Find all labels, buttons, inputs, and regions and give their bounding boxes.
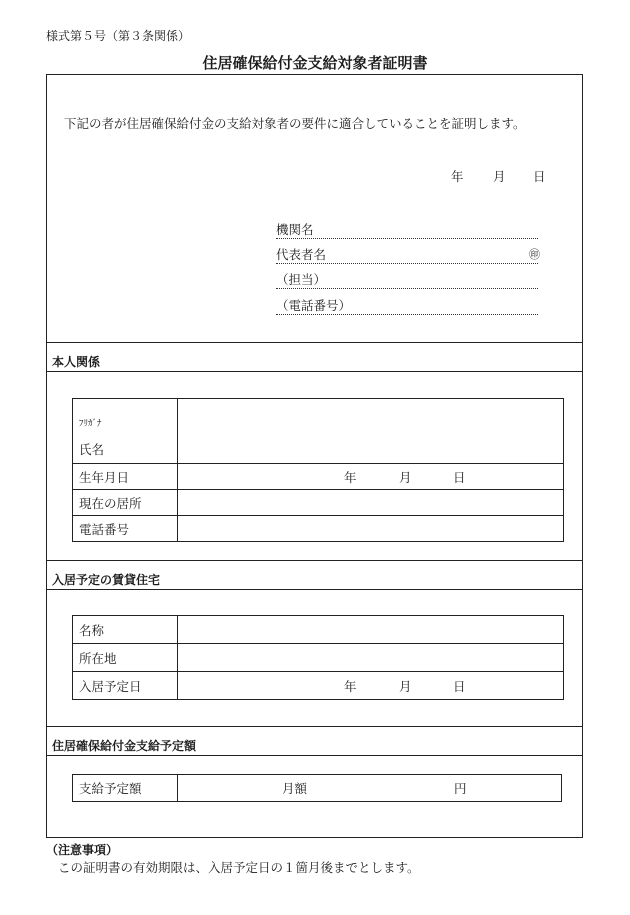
person-in-charge-label: （担当） bbox=[276, 272, 327, 287]
section-applicant-heading: 本人関係 bbox=[52, 355, 101, 369]
divider bbox=[46, 726, 583, 727]
issue-date-month: 月 bbox=[493, 169, 506, 184]
issue-date-year: 年 bbox=[451, 169, 464, 184]
name-label: 氏名 bbox=[79, 442, 105, 457]
name-label-cell bbox=[73, 399, 178, 464]
divider bbox=[46, 371, 583, 372]
currency-label: 円 bbox=[454, 781, 467, 796]
rep-name-field[interactable] bbox=[276, 245, 538, 264]
housing-location-label: 所在地 bbox=[73, 644, 178, 672]
housing-location-input-cell[interactable] bbox=[178, 644, 564, 672]
monthly-label: 月額 bbox=[282, 781, 308, 796]
dob-month: 月 bbox=[399, 469, 412, 485]
divider bbox=[46, 755, 583, 756]
furigana-label: ﾌﾘｶﾞﾅ bbox=[79, 419, 102, 429]
table-row bbox=[73, 775, 562, 802]
divider bbox=[46, 560, 583, 561]
dob-label: 生年月日 bbox=[73, 464, 178, 490]
contact-phone-label: （電話番号） bbox=[276, 298, 352, 313]
dob-year: 年 bbox=[344, 469, 357, 485]
form-number: 様式第５号（第３条関係） bbox=[46, 29, 191, 43]
housing-table bbox=[72, 615, 564, 700]
applicant-table bbox=[72, 398, 564, 542]
table-row bbox=[73, 490, 564, 516]
person-in-charge-field[interactable] bbox=[276, 270, 538, 289]
dob-input-cell[interactable] bbox=[178, 464, 564, 490]
issue-date-day: 日 bbox=[533, 169, 546, 184]
table-row bbox=[73, 464, 564, 490]
org-name-label: 機関名 bbox=[276, 222, 314, 237]
table-row bbox=[73, 616, 564, 644]
dob-day: 日 bbox=[453, 469, 466, 485]
phone-input-cell[interactable] bbox=[178, 516, 564, 542]
move-in-date-label: 入居予定日 bbox=[73, 672, 178, 700]
seal-mark: ㊞ bbox=[529, 248, 540, 261]
document-title: 住居確保給付金支給対象者証明書 bbox=[202, 54, 428, 72]
table-row bbox=[73, 399, 564, 464]
divider bbox=[46, 342, 583, 343]
payment-amount-label: 支給予定額 bbox=[73, 775, 178, 802]
section-payment-heading: 住居確保給付金支給予定額 bbox=[52, 739, 197, 753]
move-in-date-input-cell[interactable] bbox=[178, 672, 564, 700]
notes-body: この証明書の有効期限は、入居予定日の１箇月後までとします。 bbox=[58, 860, 420, 875]
contact-phone-field[interactable] bbox=[276, 296, 538, 315]
payment-amount-input-cell[interactable] bbox=[178, 775, 562, 802]
divider bbox=[46, 589, 583, 590]
move-in-day: 日 bbox=[453, 678, 466, 694]
table-row bbox=[73, 644, 564, 672]
section-housing-heading: 入居予定の賃貸住宅 bbox=[52, 573, 161, 587]
rep-name-label: 代表者名 bbox=[276, 247, 327, 262]
notes-heading: （注意事項） bbox=[46, 843, 119, 857]
housing-name-input-cell[interactable] bbox=[178, 616, 564, 644]
move-in-month: 月 bbox=[399, 678, 412, 694]
table-row bbox=[73, 672, 564, 700]
phone-label: 電話番号 bbox=[73, 516, 178, 542]
org-name-field[interactable] bbox=[276, 220, 538, 239]
name-input-cell[interactable] bbox=[178, 399, 564, 464]
table-row bbox=[73, 516, 564, 542]
payment-table bbox=[72, 774, 562, 802]
address-input-cell[interactable] bbox=[178, 490, 564, 516]
address-label: 現在の居所 bbox=[73, 490, 178, 516]
move-in-year: 年 bbox=[344, 678, 357, 694]
certification-text: 下記の者が住居確保給付金の支給対象者の要件に適合していることを証明します。 bbox=[64, 116, 526, 131]
housing-name-label: 名称 bbox=[73, 616, 178, 644]
